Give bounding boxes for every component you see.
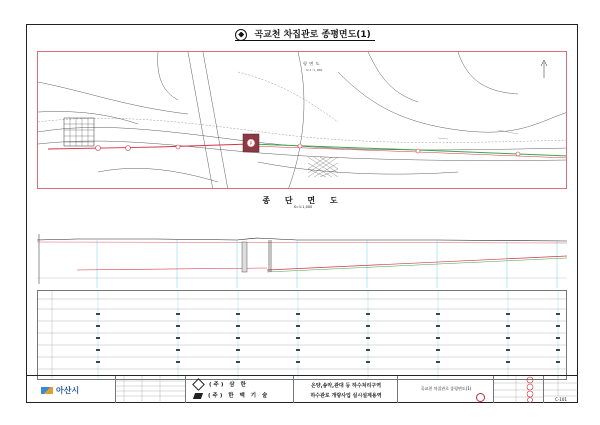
drawing-title-cell (397, 376, 493, 403)
plan-view-drawing (38, 52, 567, 189)
compass-icon (235, 29, 247, 41)
drawing-sheet (26, 24, 578, 403)
contractor-1: (주) 삼 한 (209, 382, 248, 388)
drawing-number: C-101 (555, 397, 567, 402)
sign-cell (493, 376, 543, 403)
approval-stamp-icon (527, 377, 533, 403)
svg-text:P: P (249, 141, 253, 146)
contractor-1-logo-icon (192, 378, 205, 391)
crosshatch-area (308, 157, 338, 177)
profile-scale: S=1:1,000 (293, 205, 313, 209)
stamp-icon (476, 393, 485, 402)
contractor-2: (주) 한 맥 기 술 (208, 393, 270, 399)
contractor-2-logo-icon (193, 393, 203, 399)
project-line-2: 하수관로 개량사업 실시설계용역 (310, 393, 382, 399)
client-name: 아산시 (56, 386, 80, 395)
client-logo-icon (41, 387, 53, 394)
north-arrow-icon (541, 60, 547, 78)
contractor-cell (185, 376, 293, 403)
plan-label: 평 면 도 (303, 61, 320, 66)
project-line-1: 온양,송악,관대 등 하수처리구역 (310, 383, 382, 389)
drawing-no-cell (543, 376, 577, 403)
plan-view (37, 51, 567, 189)
plan-scale: S=1:1,000 (306, 68, 323, 72)
project-cell (293, 376, 397, 403)
drawing-title-small: 곡교천 차집관로 종평면도(1) (420, 386, 472, 391)
profile-title: 종 단 면 도 (262, 196, 344, 205)
client-cell (27, 376, 115, 403)
drawing-title-text: 곡교천 차집관로 종평면도(1) (254, 30, 371, 40)
profile-view-drawing (37, 230, 567, 288)
profile-view (37, 230, 567, 288)
pipe-red-line (48, 144, 250, 149)
title-underline (235, 40, 375, 41)
drawing-title (27, 27, 579, 41)
profile-data-table (37, 290, 567, 380)
title-block (27, 375, 577, 403)
revision-cell (115, 376, 185, 403)
profile-data-grid (38, 291, 566, 379)
